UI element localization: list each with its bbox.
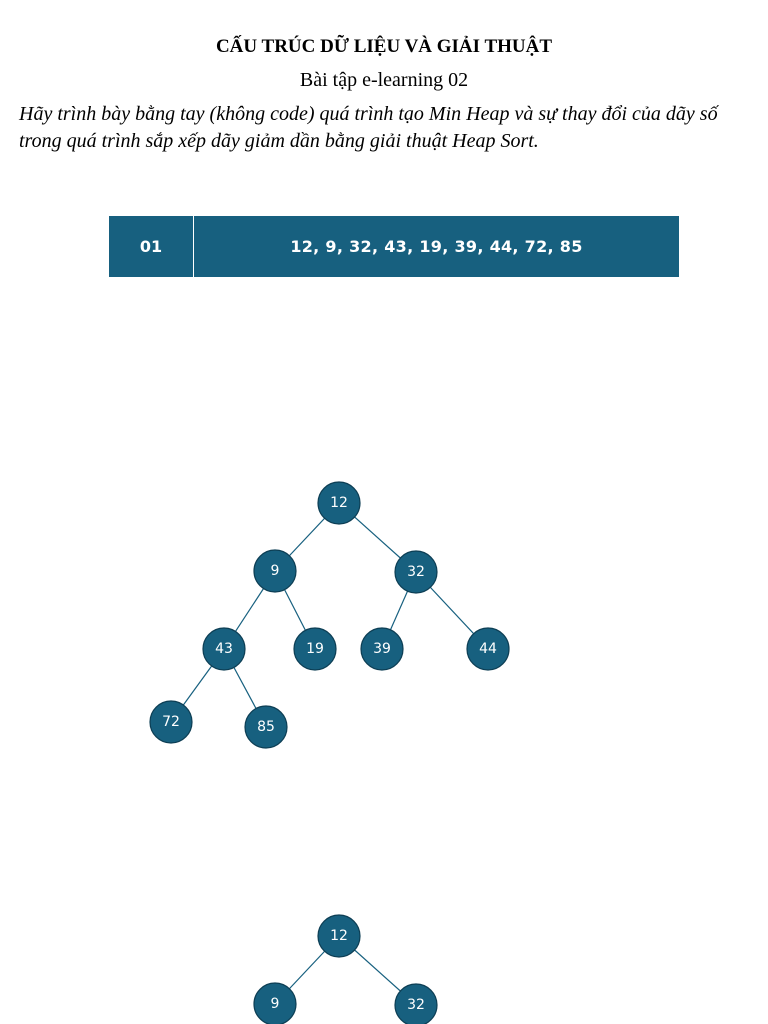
tree-node-label: 32 xyxy=(407,997,425,1013)
tree-node xyxy=(150,701,192,743)
tree-node-label: 9 xyxy=(270,996,280,1012)
tree-node xyxy=(395,551,437,593)
tree-node-label: 72 xyxy=(162,714,180,730)
tree-node xyxy=(395,984,437,1024)
tree-node-label: 19 xyxy=(306,641,324,657)
sequence-table xyxy=(109,216,679,277)
sequence-id: 01 xyxy=(109,216,194,277)
exercise-subtitle: Bài tập e-learning 02 xyxy=(299,69,469,91)
tree-node-label: 12 xyxy=(330,928,348,944)
tree-node-label: 32 xyxy=(407,564,425,580)
document-title: CẤU TRÚC DỮ LIỆU VÀ GIẢI THUẬT xyxy=(215,36,553,57)
tree-node xyxy=(254,550,296,592)
tree-node xyxy=(361,628,403,670)
tree-node xyxy=(245,706,287,748)
tree-node xyxy=(254,983,296,1024)
tree-node-label: 39 xyxy=(373,641,391,657)
tree-node-label: 43 xyxy=(215,641,233,657)
sequence-values: 12, 9, 32, 43, 19, 39, 44, 72, 85 xyxy=(290,237,583,256)
tree-node xyxy=(203,628,245,670)
tree-node xyxy=(467,628,509,670)
tree-node-label: 12 xyxy=(330,495,348,511)
tree-node-label: 44 xyxy=(479,641,497,657)
tree-node xyxy=(318,915,360,957)
heap-tree-step xyxy=(0,900,768,1024)
heap-tree-initial xyxy=(0,470,768,760)
task-description: Hãy trình bày bằng tay (không code) quá trình tạo Min Heap và sự thay đổi của dãy số trong quá trình sắp xếp dãy giảm dần bằng giải thuật Heap Sort. xyxy=(19,103,718,152)
tree-node-label: 85 xyxy=(257,719,275,735)
tree-node xyxy=(294,628,336,670)
tree-node-label: 9 xyxy=(270,563,280,579)
tree-node xyxy=(318,482,360,524)
